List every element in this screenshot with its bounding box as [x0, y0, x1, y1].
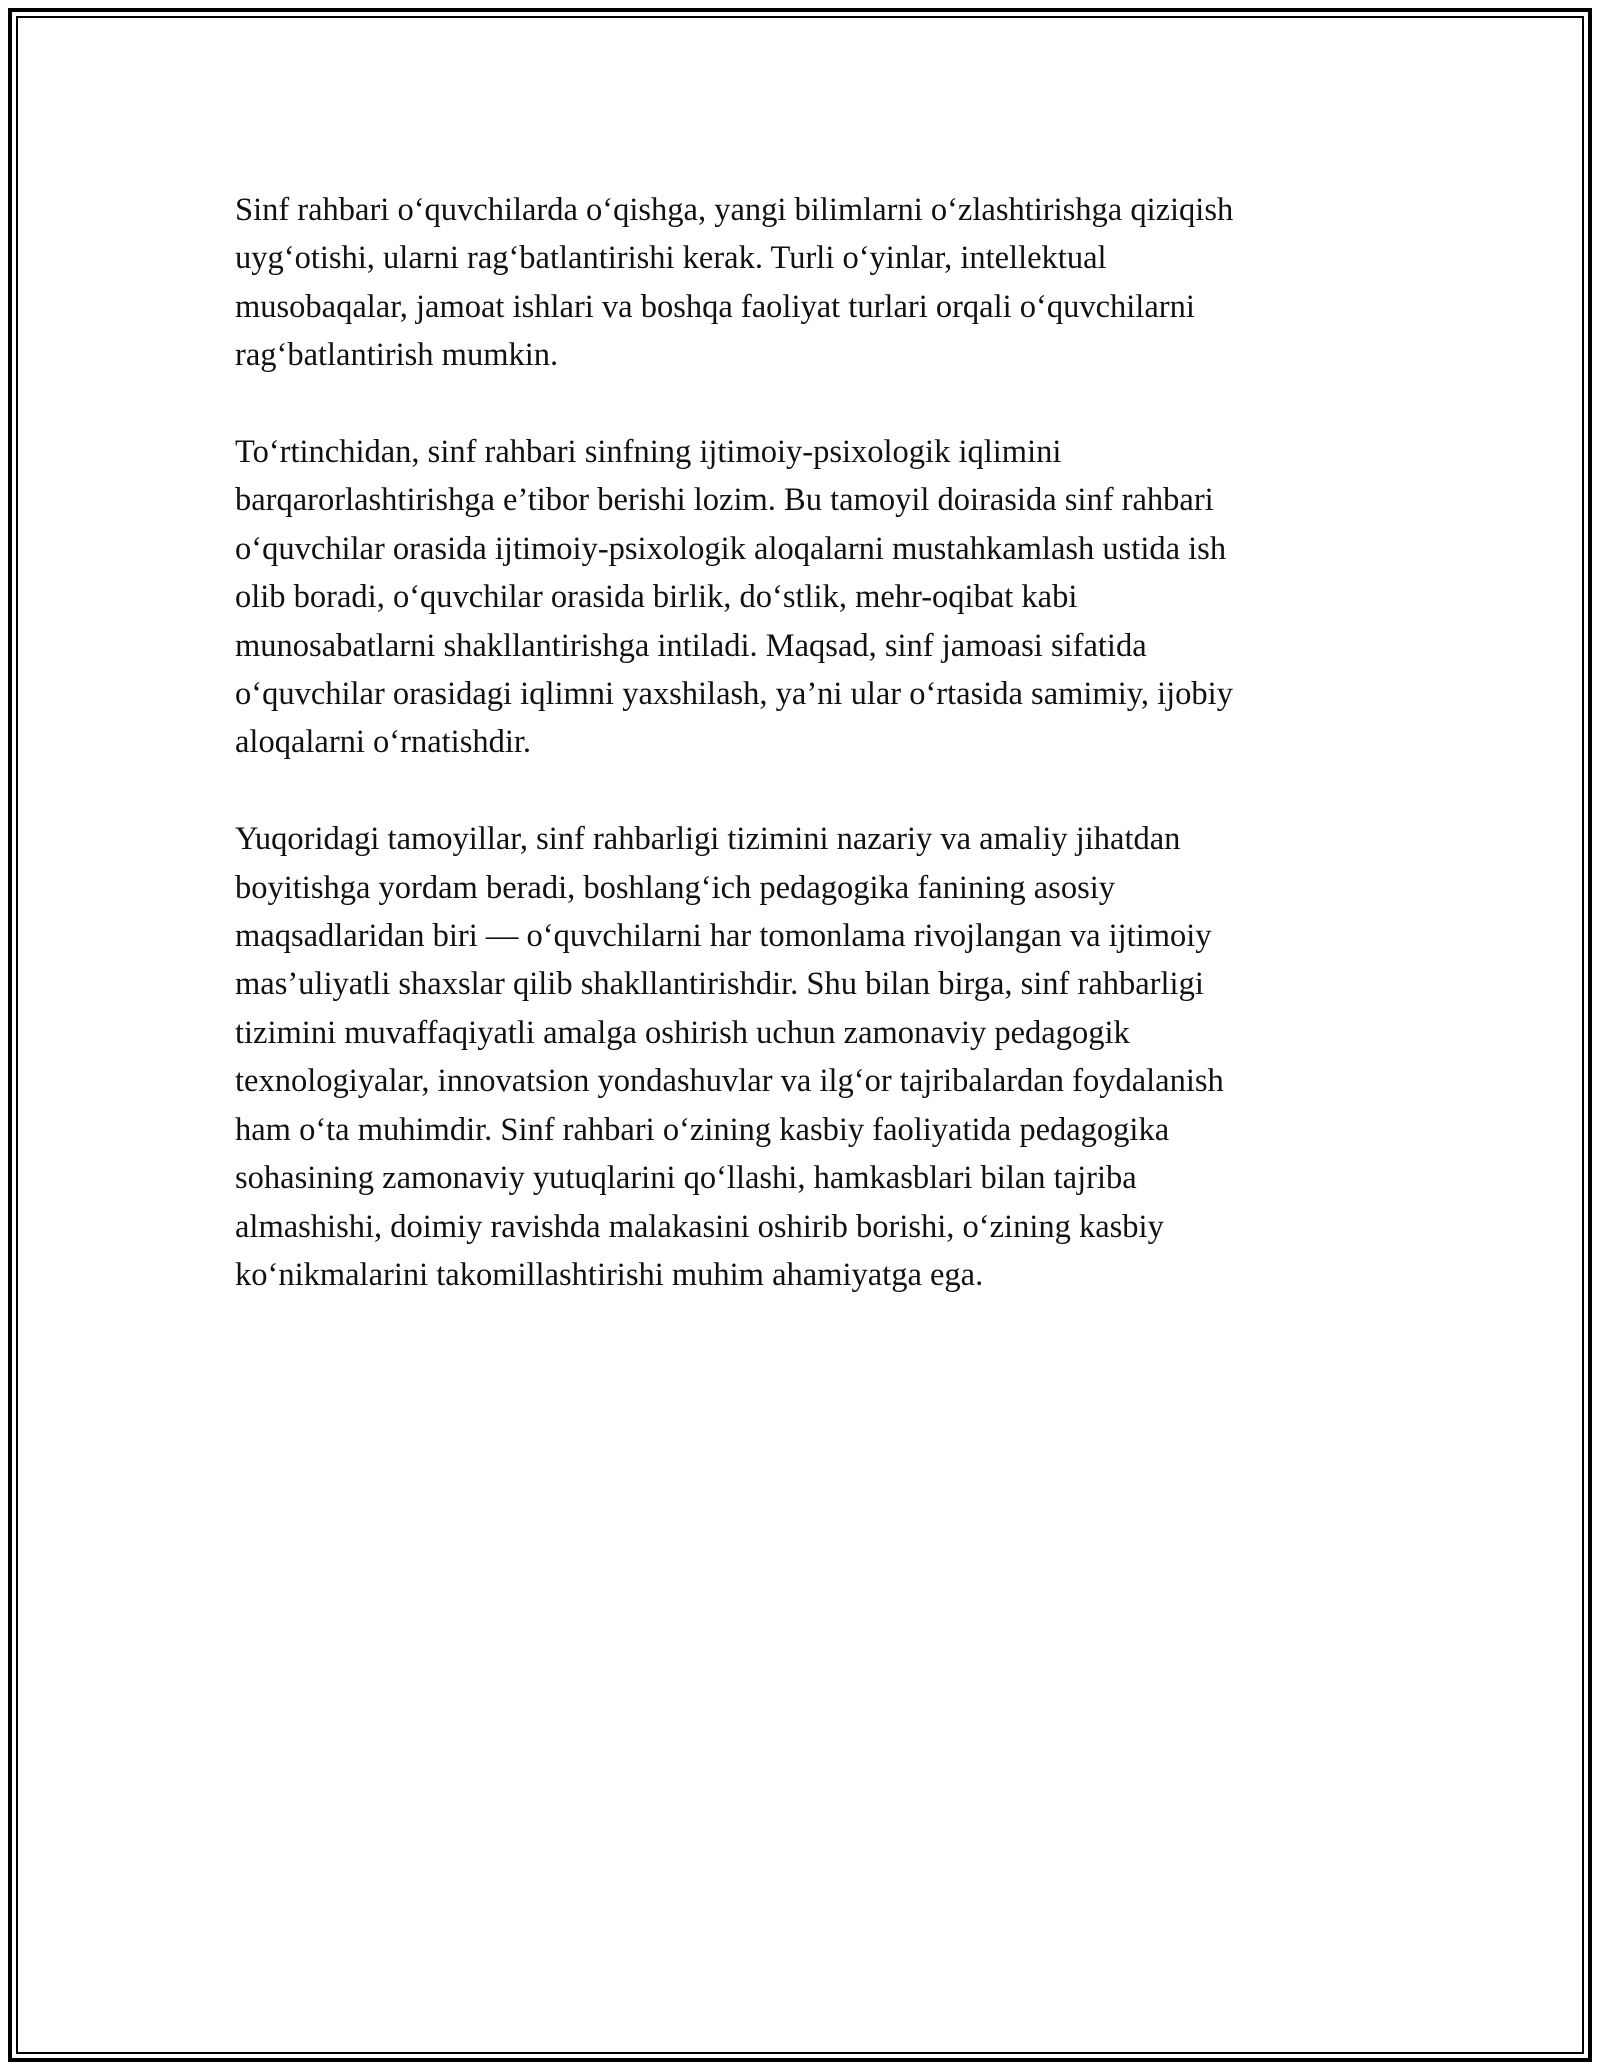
text-line: rag‘batlantirish mumkin.	[235, 337, 559, 374]
text-line: munosabatlarni shakllantirishga intiladi. Maqsad, sinf jamoasi sifatida	[235, 627, 1147, 664]
text-line: texnologiyalar, innovatsion yondashuvlar va ilg‘or tajribalardan foydalanish	[235, 1063, 1224, 1100]
text-line: To‘rtinchidan, sinf rahbari sinfning ijtimoiy-psixologik iqlimini	[235, 434, 1062, 471]
text-line: maqsadlaridan biri — o‘quvchilarni har tomonlama rivojlangan va ijtimoiy	[235, 918, 1212, 955]
document-body	[235, 186, 1385, 1348]
text-line: Sinf rahbari o‘quvchilarda o‘qishga, yangi bilimlarni o‘zlashtirishga qiziqish	[235, 192, 1234, 228]
text-line: o‘quvchilar orasidagi iqlimni yaxshilash, ya’ni ular o‘rtasida samimiy, ijobiy	[235, 676, 1233, 713]
text-line: tizimini muvaffaqiyatli amalga oshirish uchun zamonaviy pedagogik	[235, 1014, 1130, 1051]
text-line: musobaqalar, jamoat ishlari va boshqa faoliyat turlari orqali o‘quvchilarni	[235, 288, 1195, 325]
text-line: barqarorlashtirishga e’tibor berishi lozim. Bu tamoyil doirasida sinf rahbari	[235, 482, 1214, 519]
text-line: sohasining zamonaviy yutuqlarini qo‘llashi, hamkasblari bilan tajriba	[235, 1160, 1137, 1197]
paragraph-3	[235, 815, 1385, 1299]
text-line: olib boradi, o‘quvchilar orasida birlik, do‘stlik, mehr-oqibat kabi	[235, 579, 1078, 616]
text-line: uyg‘otishi, ularni rag‘batlantirishi kerak. Turli o‘yinlar, intellektual	[235, 240, 1107, 277]
text-line: ko‘nikmalarini takomillashtirishi muhim ahamiyatga ega.	[235, 1256, 984, 1293]
text-line: boyitishga yordam beradi, boshlang‘ich pedagogika fanining asosiy	[235, 869, 1116, 906]
paragraph-1	[235, 186, 1385, 380]
text-line: Yuqoridagi tamoyillar, sinf rahbarligi tizimini nazariy va amaliy jihatdan	[235, 821, 1181, 858]
text-line: o‘quvchilar orasida ijtimoiy-psixologik aloqalarni mustahkamlash ustida ish	[235, 530, 1227, 567]
text-line: aloqalarni o‘rnatishdir.	[235, 724, 532, 761]
text-line: ham o‘ta muhimdir. Sinf rahbari o‘zining kasbiy faoliyatida pedagogika	[235, 1111, 1170, 1148]
paragraph-2	[235, 428, 1385, 767]
text-line: almashishi, doimiy ravishda malakasini oshirib borishi, o‘zining kasbiy	[235, 1208, 1164, 1245]
text-line: mas’uliyatli shaxslar qilib shakllantirishdir. Shu bilan birga, sinf rahbarligi	[235, 966, 1204, 1003]
